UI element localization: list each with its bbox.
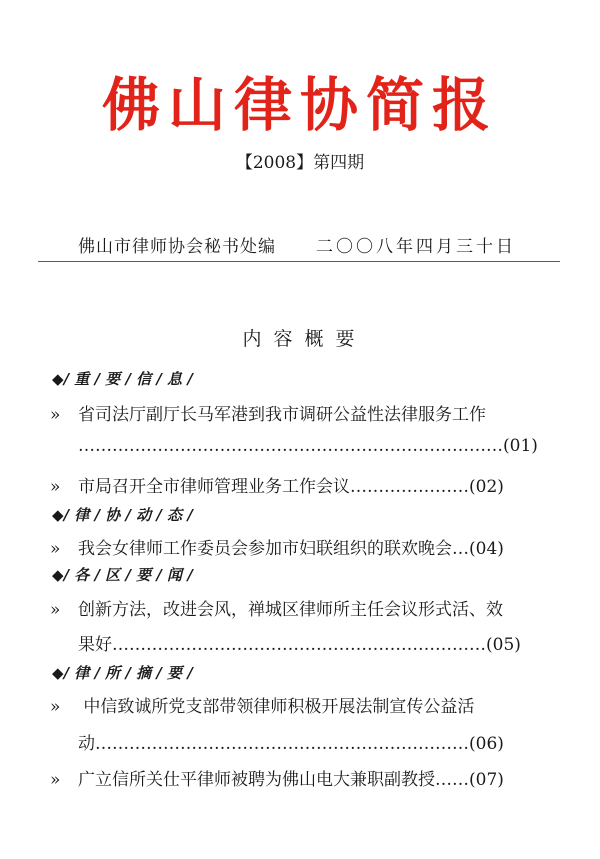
entry-bullet: » — [50, 770, 61, 790]
entry-title: 广立信所关仕平律师被聘为佛山电大兼职副教授……(07) — [78, 770, 504, 790]
entry-leader: …………………………………………………………………(01) — [78, 436, 538, 456]
editor-line: 佛山市律师协会秘书处编 — [78, 237, 276, 257]
entry-bullet: » — [50, 477, 61, 497]
entry-bullet: » — [50, 697, 61, 717]
toc-entry[interactable] — [50, 472, 504, 497]
entry-title: 创新方法，改进会风，禅城区律师所主任会议形式活、效 — [78, 600, 503, 620]
section-district-news: ◆/ 各 / 区 / 要 / 闻 / — [52, 566, 193, 584]
toc-entry[interactable] — [50, 534, 504, 559]
entry-bullet: » — [50, 405, 61, 425]
publish-date: 二〇〇八年四月三十日 — [316, 237, 516, 257]
entry-title: 中信致诚所党支部带领律师积极开展法制宣传公益活 — [78, 697, 475, 717]
entry-leader: 果好…………………………………………………………(05) — [78, 635, 521, 655]
header-divider — [38, 261, 560, 262]
toc-entry[interactable] — [50, 595, 503, 620]
bulletin-title: 佛山律协简报 — [101, 71, 498, 139]
entry-title: 我会女律师工作委员会参加市妇联组织的联欢晚会…(04) — [78, 539, 504, 559]
entry-title: 市局召开全市律师管理业务工作会议…………………(02) — [78, 477, 504, 497]
entry-title: 省司法厅副厅长马军港到我市调研公益性法律服务工作 — [78, 405, 486, 425]
issue-number: 【2008】第四期 — [235, 153, 365, 173]
entry-bullet: » — [50, 600, 61, 620]
toc-heading: 内 容 概 要 — [242, 328, 358, 350]
section-firm-digest: ◆/ 律 / 所 / 摘 / 要 / — [52, 664, 193, 682]
section-association-news: ◆/ 律 / 协 / 动 / 态 / — [52, 506, 193, 524]
toc-entry[interactable] — [50, 692, 474, 717]
toc-entry[interactable] — [50, 400, 486, 425]
section-important-news: ◆/ 重 / 要 / 信 / 息 / — [52, 370, 193, 388]
toc-entry[interactable] — [50, 765, 504, 790]
entry-leader: 动…………………………………………………………(06) — [78, 734, 504, 754]
entry-bullet: » — [50, 539, 61, 559]
